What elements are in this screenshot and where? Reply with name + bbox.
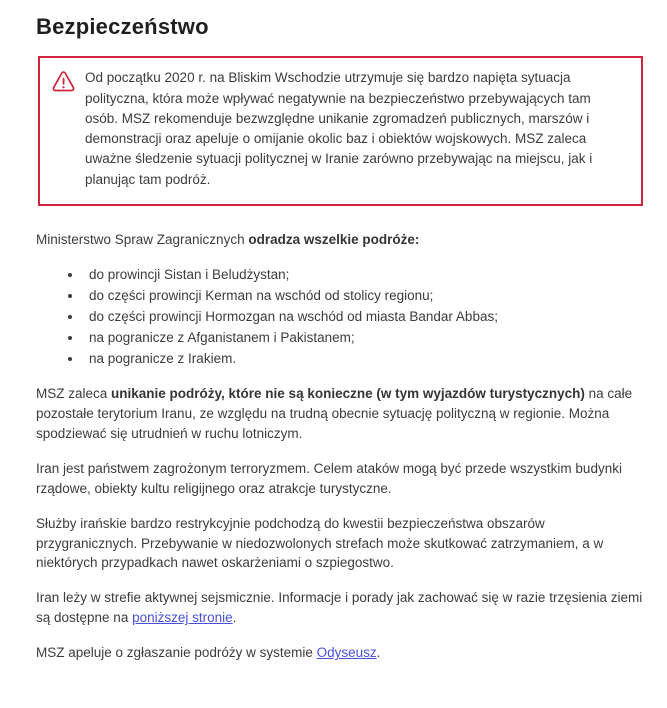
list-item: • na pogranicze z Irakiem. <box>83 349 645 369</box>
intro-bold-text: odradza wszelkie podróże: <box>248 231 420 247</box>
list-item: • na pogranicze z Afganistanem i Pakistanem; <box>83 328 645 348</box>
border-zones-paragraph: Służby irańskie bardzo restrykcyjnie podchodzą do kwestii bezpieczeństwa obszarów przygranicznych. Przebywanie w niedozwolonych strefach może skutkować zatrzymaniem, a w niektórych przypadkach nawet oskarżeniami o szpiegostwo. <box>36 515 604 571</box>
list-item: • do prowincji Sistan i Beludżystan; <box>83 265 645 285</box>
list-item: • do części prowincji Kerman na wschód od stolicy regionu; <box>83 286 645 306</box>
odyseusz-suffix: . <box>376 645 381 661</box>
odyseusz-paragraph <box>36 643 645 663</box>
avoid-travel-prefix: MSZ zaleca <box>36 385 112 401</box>
warning-text: Od początku 2020 r. na Bliskim Wschodzie utrzymuje się bardzo napięta sytuacja polityczna, która może wpływać negatywnie na bezpieczeństwo przebywających tam osób. MSZ rekomenduje bezwzględne unikanie zgromadzeń publicznych, marszów i demonstracji oraz apeluje o omijanie okolic baz i obiektów wojskowych. MSZ zaleca uważne śledzenie sytuacji politycznej w Iranie zarówno przebywając na miejscu, jak i planując tam podróż. <box>85 70 593 187</box>
seismic-paragraph <box>36 588 645 628</box>
list-item: • do części prowincji Hormozgan na wschód od miasta Bandar Abbas; <box>83 307 645 327</box>
advisory-list <box>36 265 645 369</box>
avoid-travel-suffix: na całe pozostałe terytorium Iranu, ze względu na trudną obecnie sytuację polityczną w regionie. Można spodziewać się utrudnień w ruchu lotniczym. <box>36 385 633 441</box>
odyseusz-text: MSZ apeluje o zgłaszanie podróży w systemie <box>36 645 317 661</box>
intro-paragraph <box>36 230 645 250</box>
terrorism-paragraph: Iran jest państwem zagrożonym terroryzmem. Celem ataków mogą być przede wszystkim budynki rządowe, obiekty kultu religijnego oraz atrakcje turystyczne. <box>36 460 622 496</box>
seismic-text: Iran leży w strefie aktywnej sejsmicznie. Informacje i porady jak zachować się w razie trzęsienia ziemi są dostępne na <box>36 590 643 626</box>
seismic-suffix: . <box>232 610 237 626</box>
intro-text: Ministerstwo Spraw Zagranicznych <box>36 231 249 247</box>
warning-box <box>38 56 643 206</box>
page-title: Bezpieczeństwo <box>36 14 209 39</box>
avoid-travel-bold-text: unikanie podróży, które nie są konieczne (w tym wyjazdów turystycznych) <box>111 385 585 401</box>
odyseusz-system-link[interactable]: Odyseusz <box>316 645 377 661</box>
warning-triangle-icon <box>52 68 75 97</box>
earthquake-info-link[interactable]: poniższej stronie <box>132 610 233 626</box>
avoid-travel-paragraph <box>36 384 645 444</box>
